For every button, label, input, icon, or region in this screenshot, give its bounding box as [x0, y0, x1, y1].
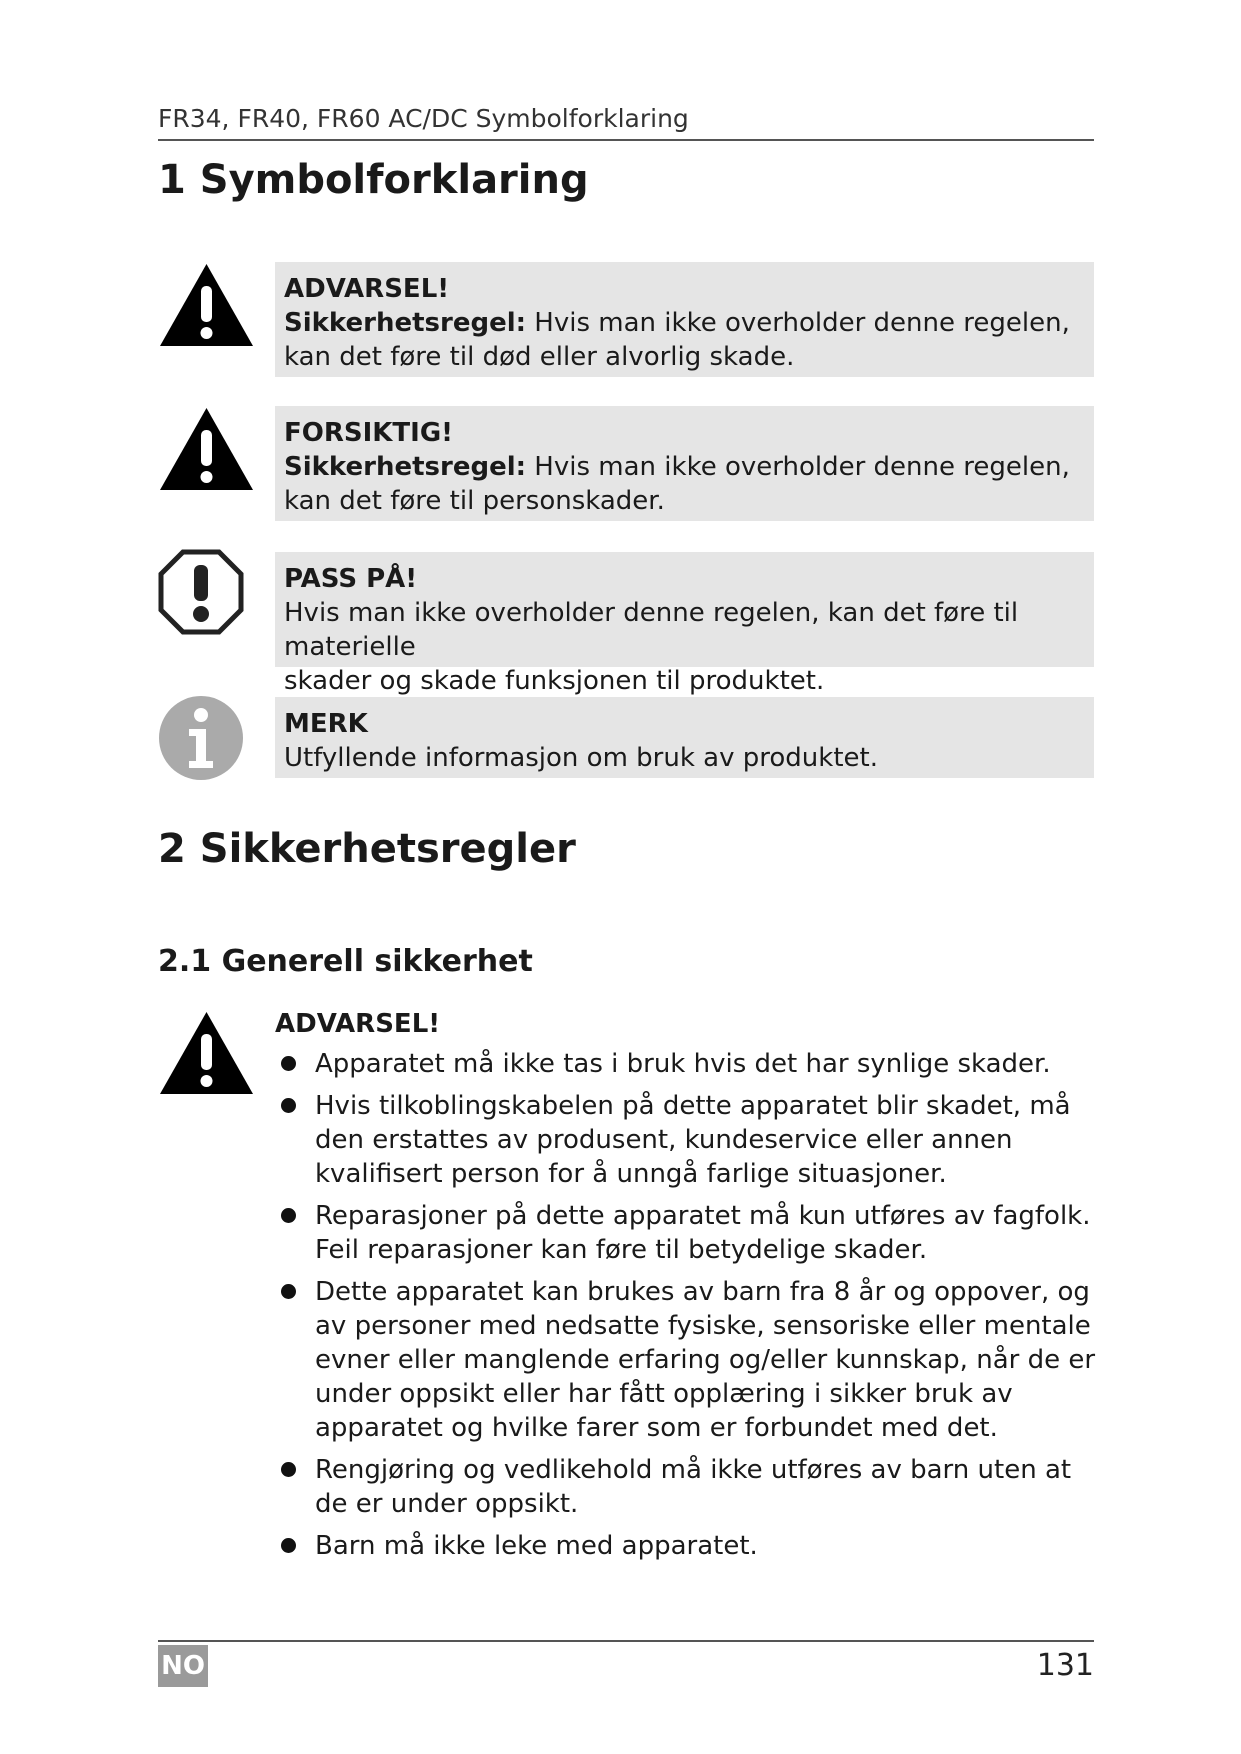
list-item: Hvis tilkoblingskabelen på dette apparatet blir skadet, må den erstattes av produsent, kundeservice eller annen kvalifisert person for å unngå farlige situasjoner. [275, 1089, 1105, 1191]
warning-triangle-icon [158, 262, 255, 352]
section-heading-sikkerhetsregler: 2 Sikkerhetsregler [158, 826, 576, 872]
notice-title: FORSIKTIG! [284, 418, 454, 448]
notice-title: MERK [284, 709, 368, 739]
notice-text: kan det føre til personskader. [284, 486, 665, 516]
warning-triangle-icon [158, 406, 255, 496]
bullet-icon [281, 1098, 296, 1113]
notice-text: skader og skade funksjonen til produktet. [284, 666, 825, 696]
notice-lead: Sikkerhetsregel: [284, 452, 527, 482]
notice-title: ADVARSEL! [284, 274, 450, 304]
notice-forsiktig [275, 406, 1094, 521]
list-item: Dette apparatet kan brukes av barn fra 8 år og oppover, og av personer med nedsatte fysiske, sensoriske eller mentale evner eller manglende erfaring og/eller kunnskap, når de er under oppsikt eller har fått opplæring i sikker bruk av apparatet og hvilke farer som er forbundet med det. [275, 1275, 1105, 1445]
list-item: Reparasjoner på dette apparatet må kun utføres av fagfolk. Feil reparasjoner kan føre til betydelige skader. [275, 1199, 1105, 1267]
bullet-icon [281, 1538, 296, 1553]
list-item: Rengjøring og vedlikehold må ikke utføres av barn uten at de er under oppsikt. [275, 1453, 1105, 1521]
notice-text: Hvis man ikke overholder denne regelen, kan det føre til materielle [284, 598, 1019, 662]
octagon-exclamation-icon [158, 549, 244, 639]
list-item: Apparatet må ikke tas i bruk hvis det har synlige skader. [275, 1047, 1105, 1081]
notice-text: kan det føre til død eller alvorlig skade. [284, 342, 795, 372]
info-circle-icon [158, 695, 244, 785]
page-number: 131 [1036, 1648, 1094, 1683]
notice-text: Hvis man ikke overholder denne regelen, [526, 452, 1070, 482]
list-item: Barn må ikke leke med apparatet. [275, 1529, 1105, 1563]
notice-text: Hvis man ikke overholder denne regelen, [526, 308, 1070, 338]
notice-lead: Sikkerhetsregel: [284, 308, 527, 338]
notice-pass-pa [275, 552, 1094, 696]
running-header: FR34, FR40, FR60 AC/DC Symbolforklaring [158, 104, 689, 133]
section-heading-symbolforklaring: 1 Symbolforklaring [158, 157, 589, 203]
safety-rules-list [275, 1047, 1105, 1563]
bullet-icon [281, 1208, 296, 1223]
warning-title: ADVARSEL! [275, 1009, 441, 1039]
safety-warning-block [275, 1007, 1105, 1571]
notice-merk [275, 697, 1094, 778]
bullet-icon [281, 1284, 296, 1299]
warning-triangle-icon [158, 1010, 255, 1100]
subsection-heading-generell-sikkerhet: 2.1 Generell sikkerhet [158, 944, 533, 979]
notice-advarsel [275, 262, 1094, 377]
notice-title: PASS PÅ! [284, 564, 418, 594]
bullet-icon [281, 1462, 296, 1477]
header-divider [158, 139, 1094, 141]
footer-divider [158, 1640, 1094, 1642]
language-badge: NO [158, 1645, 208, 1687]
bullet-icon [281, 1056, 296, 1071]
notice-text: Utfyllende informasjon om bruk av produktet. [284, 743, 878, 773]
